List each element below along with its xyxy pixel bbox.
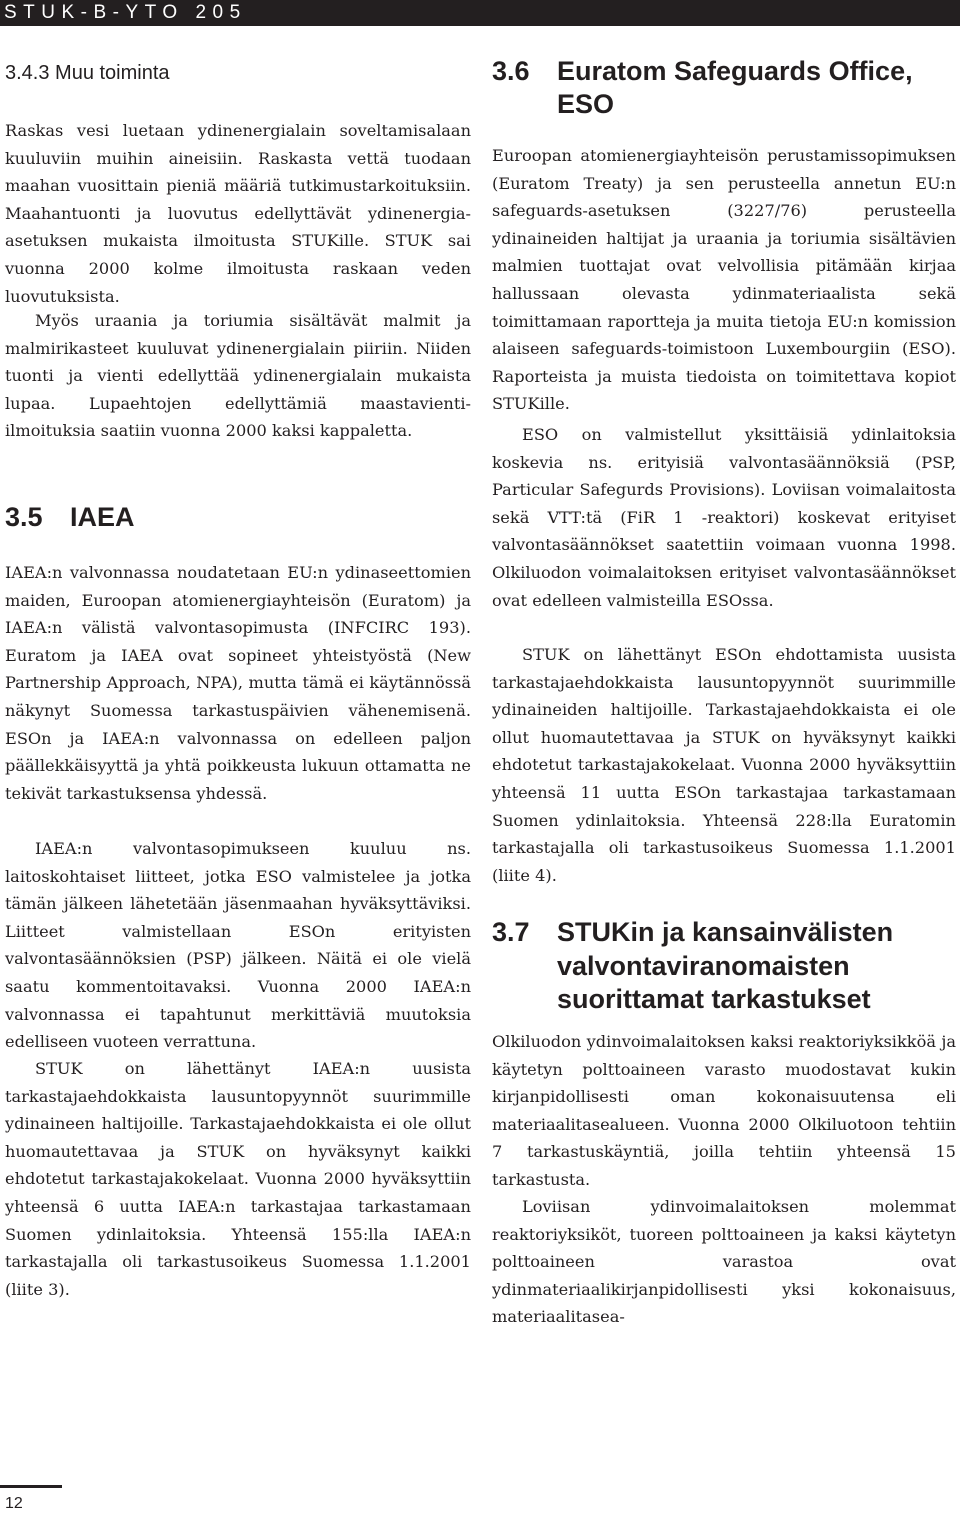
section-number: 3.7 <box>492 917 530 947</box>
page-number-rule <box>0 1485 62 1488</box>
section-number: 3.6 <box>492 56 530 86</box>
paragraph-olkiluoto-inspections: Olkiluodon ydinvoimalaitoksen kaksi reaktoriyksikköä ja käytetyn polttoaineen varasto muodostavat kukin kirjanpidollisesti oman kokonaisuutensa eli materiaalitasealueen. Vuonna 2000 Olkiluotoon tehtiin 7 tarkastuskäyntiä, joilla tehtiin yhteensä 15 tarkastusta. <box>492 1032 956 1189</box>
running-header: STUK-B-YTO 205 <box>4 2 247 23</box>
paragraph-iaea-inspectors: STUK on lähettänyt IAEA:n uusista tarkastajaehdokkaista lausuntopyynnöt suurimmille ydinaineen haltijoille. Tarkastajaehdokkaista ei ole ollut huomautettavaa ja STUK on hyväksynyt kaikki ehdotetut tarkastajakokelaat. Vuonna 2000 hyväksyttiin yhteensä 6 uutta IAEA:n tarkastajaa tarkastamaan Suomen ydinlaitoksia. Yhteensä 155:lla IAEA:n tarkastajalla oli tarkastusoikeus Suomessa 1.1.2001 (liite 3). <box>5 1059 471 1299</box>
section-title: Euratom Safeguards Office, ESO <box>557 56 913 119</box>
page-number: 12 <box>5 1495 23 1512</box>
section-title: IAEA <box>70 502 135 532</box>
section-heading-3-7 <box>492 916 956 1017</box>
paragraph-eso-inspectors: STUK on lähettänyt ESOn ehdottamista uusista tarkastajaehdokkaista lausuntopyynnöt suurimmille ydinaineiden haltijoille. Tarkastajaehdokkaista ei ole ollut huomautettavaa ja STUK on hyväksynyt kaikki ehdotetut tarkastajakokelaat. Vuonna 2000 hyväksyttiin yhteensä 11 uutta ESOn tarkastajaa tarkastamaan Suomen ydinlaitoksia. Yhteensä 228:lla Euratomin tarkastajalla oli tarkastusoikeus Suomessa 1.1.2001 (liite 4). <box>492 645 956 885</box>
paragraph-loviisa-facility: Loviisan ydinvoimalaitoksen molemmat reaktoriyksiköt, tuoreen polttoaineen ja kaksi käytetyn polttoaineen varastoa ovat ydinmateriaalikirjanpidollisesti yksi kokonaisuus, materiaalitasea- <box>492 1197 956 1327</box>
section-title: STUKin ja kansainvälisten valvontaviranomaisten suorittamat tarkastukset <box>557 917 894 1014</box>
paragraph-euratom-treaty: Euroopan atomienergiayhteisön perustamissopimuksen (Euratom Treaty) ja sen perusteella annetun EU:n safeguards-asetuksen (3227/76) perusteella ydinaineiden haltijat ja uraania ja toriumia sisältävien malmien tuottajat ovat velvollisia pitämään kirjaa hallussaan olevasta ydinmateriaalista sekä toimittamaan raportteja ja muita tietoja EU:n komission alaiseen safeguards-toimistoon Luxembourgiin (ESO). Raporteista ja muista tiedoista on toimitettava kopiot STUKille. <box>492 146 956 414</box>
section-heading-3-5 <box>5 500 135 534</box>
paragraph-psp-provisions: ESO on valmistellut yksittäisiä ydinlaitoksia koskevia ns. erityisiä valvontasäännöksiä (PSP, Particular Safegurds Provisions). Loviisan voimalaitosta sekä VTT:tä (FiR 1 -reaktori) koskevat erityiset valvontasäännökset saatettiin voimaan vuonna 1998. Olkiluodon voimalaitoksen erityiset valvontasäännökset ovat edelleen valmisteilla ESOssa. <box>492 425 956 610</box>
paragraph-uranium-ores: Myös uraania ja toriumia sisältävät malmit ja malmirikasteet kuuluvat ydinenergialain piiriin. Niiden tuonti ja vienti edellyttää ydinenergialain mukaista lupaa. Lupaehtojen edellyttämiä maastavienti-ilmoituksia saatiin vuonna 2000 kaksi kappaletta. <box>5 311 471 441</box>
paragraph-iaea-agreement: IAEA:n valvonnassa noudatetaan EU:n ydinaseettomien maiden, Euroopan atomienergiayhteisön (Euratom) ja IAEA:n välistä valvontasopimusta (INFCIRC 193). Euratom ja IAEA ovat sopineet yhteistyöstä (New Partnership Approach, NPA), mutta tämä ei käytännössä näkynyt Suomessa tarkastuspäivien vähenemisenä. ESOn ja IAEA:n valvonnassa on edelleen paljon päällekkäisyyttä ja yhtä poikkeusta lukuun ottamatta ne tekivät tarkastuksensa yhdessä. <box>5 563 471 803</box>
paragraph-heavy-water: Raskas vesi luetaan ydinenergialain soveltamisalaan kuuluviin muihin aineisiin. Raskasta vettä tuodaan maahan vuosittain pieniä määriä tutkimustarkoituksiin. Maahantuonti ja luovutus edellyttävät ydinenergia-asetuksen mukaista ilmoitusta STUKille. STUK sai vuonna 2000 kolme ilmoitusta raskaan veden luovutuksista. <box>5 121 471 306</box>
paragraph-facility-attachments: IAEA:n valvontasopimukseen kuuluu ns. laitoskohtaiset liitteet, jotka ESO valmistelee ja jotka tämän jälkeen lähetetään jäsenmaahan hyväksyttäviksi. Liitteet valmistellaan ESOn erityisten valvontasäännöksien (PSP) jälkeen. Näitä ei ole vielä saatu kommentoitavaksi. Vuonna 2000 IAEA:n valvonnassa ei tapahtunut merkittäviä muutoksia edelliseen vuoteen verrattuna. <box>5 839 471 1052</box>
section-number: 3.5 <box>5 502 43 532</box>
section-subheading-3-4-3: 3.4.3 Muu toiminta <box>5 62 170 84</box>
section-heading-3-6 <box>492 55 956 121</box>
header-band <box>0 0 960 26</box>
